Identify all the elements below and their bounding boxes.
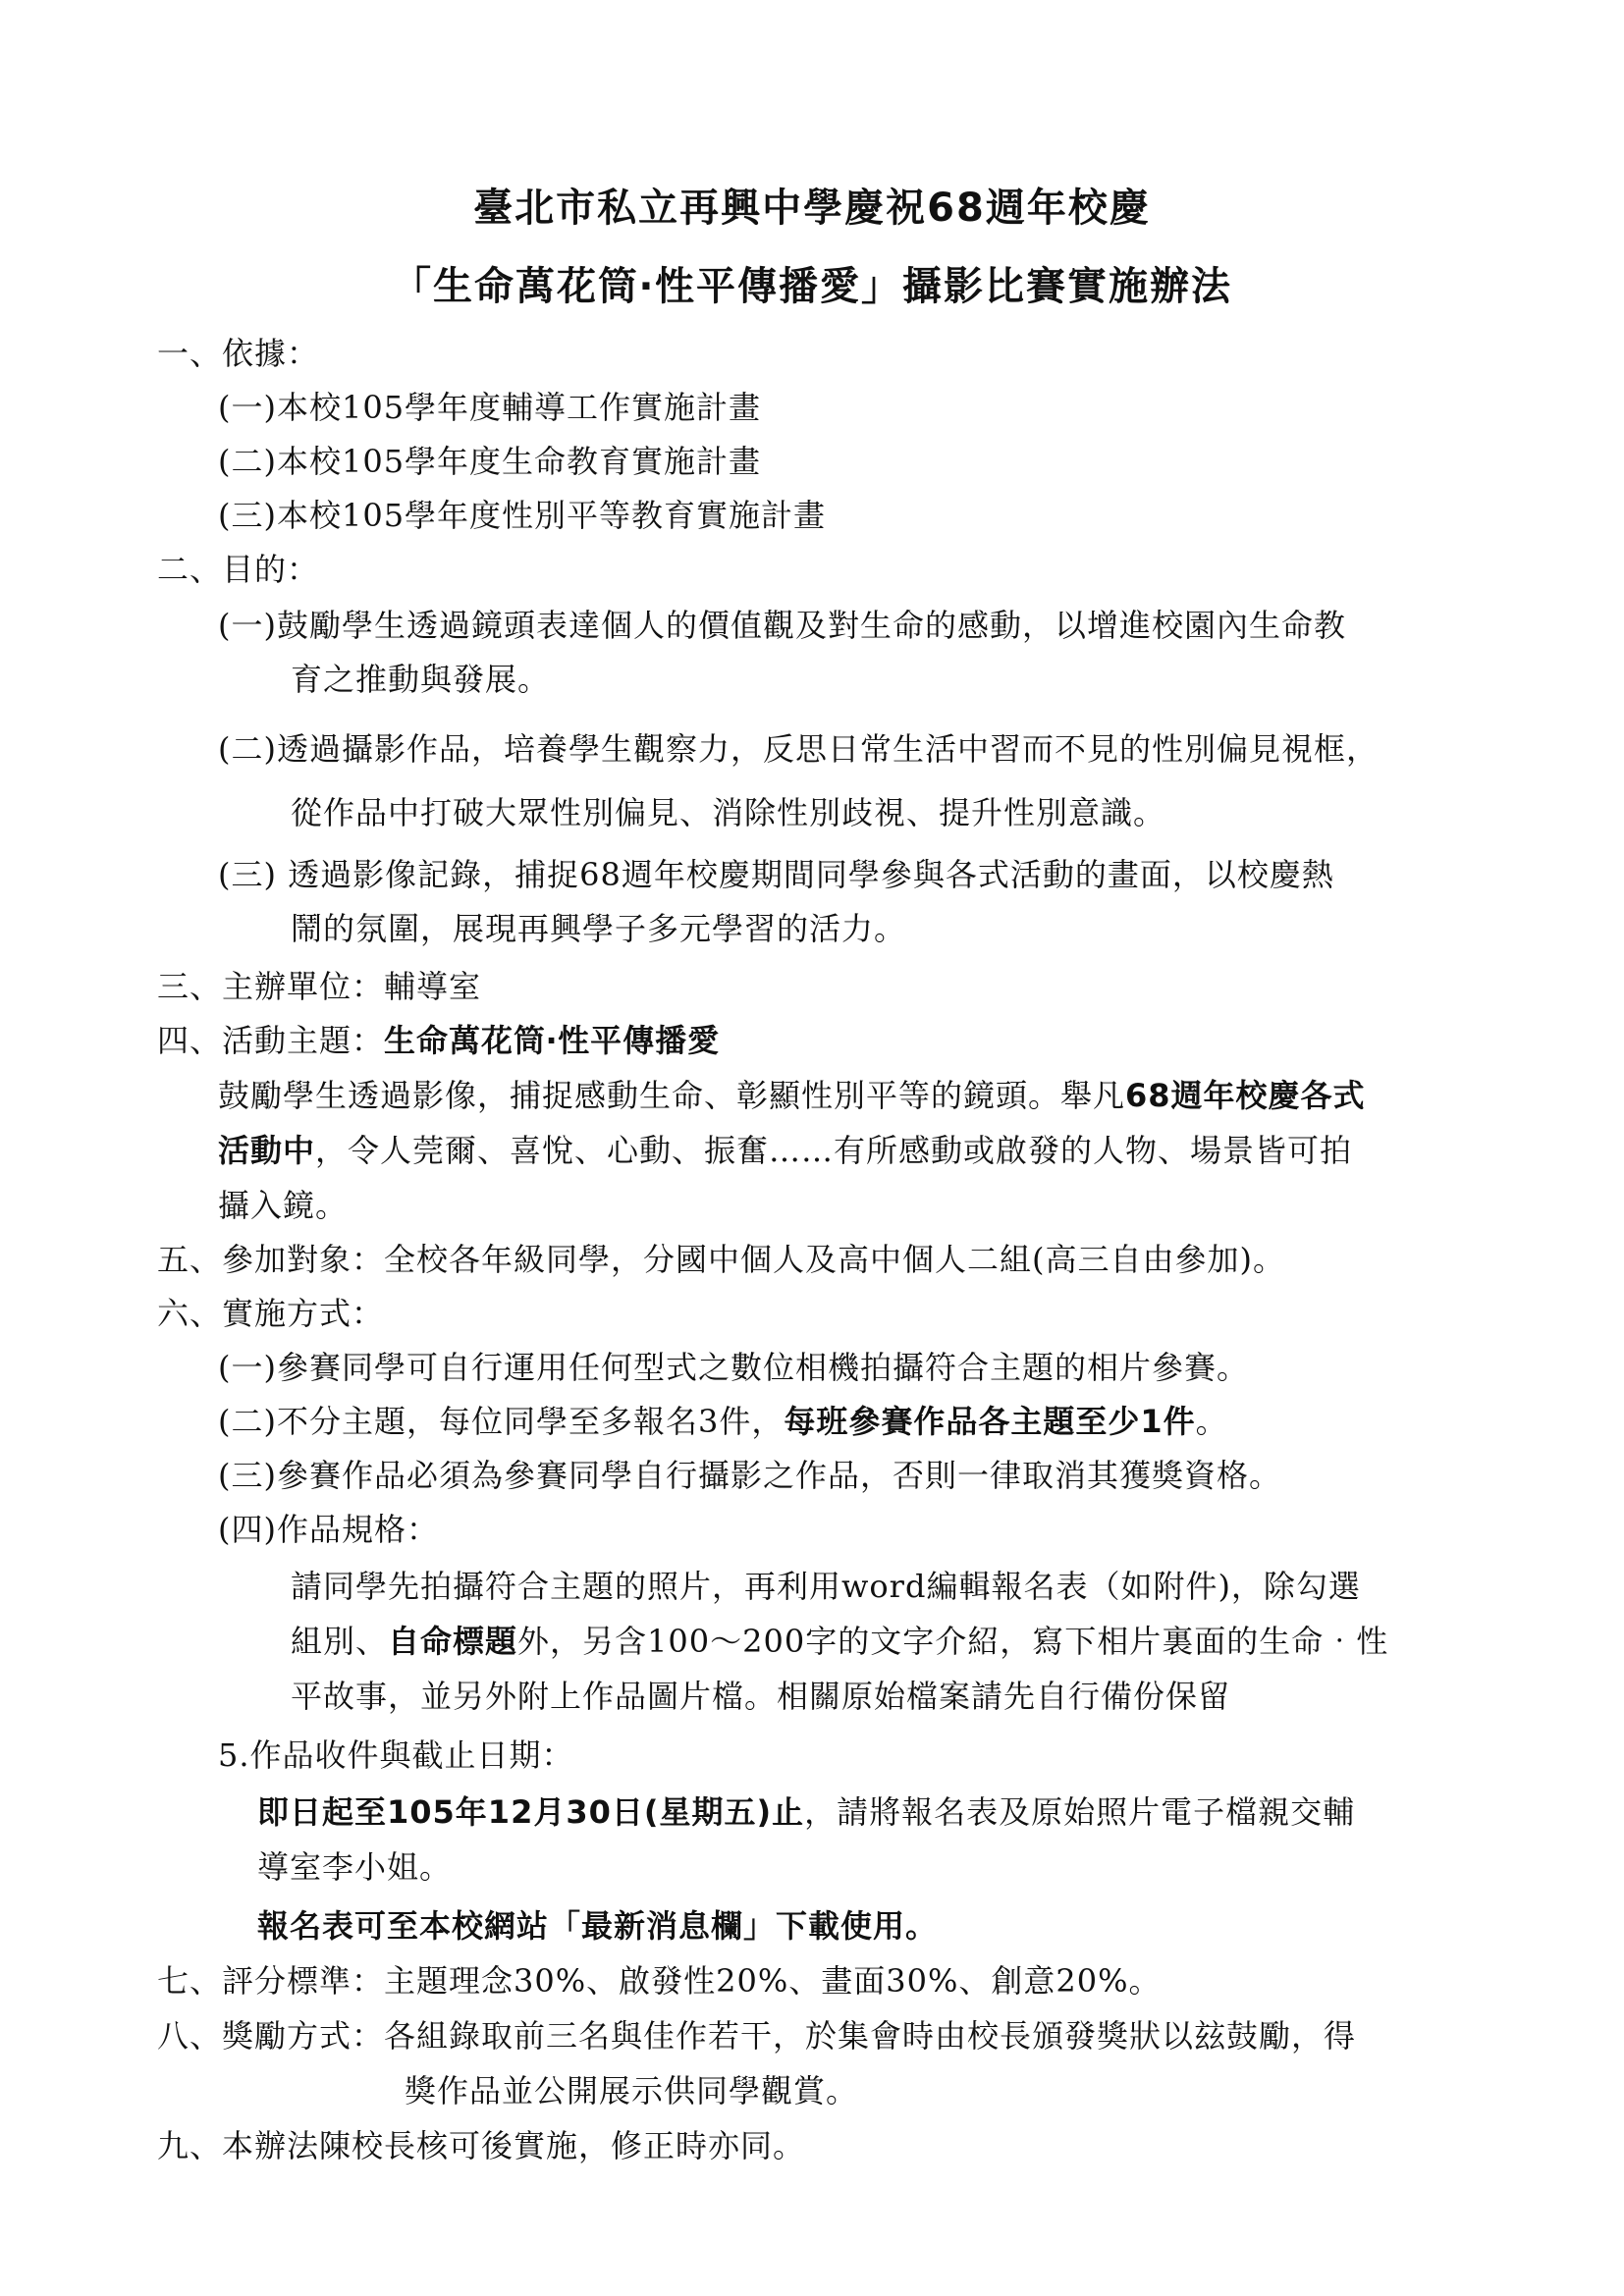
document-title: 臺北市私立再興中學慶祝68週年校慶: [473, 186, 1151, 231]
section-1-heading: 一、依據：: [157, 335, 320, 372]
section-4-paragraph-line-2: [218, 1131, 1352, 1170]
section-6-deadline-bold: 即日起至105年12月30日(星期五)止: [257, 1793, 805, 1831]
section-6-item-4-pre: 組別、: [291, 1623, 389, 1660]
section-4-text: 鼓勵學生透過影像，捕捉感動生命、彰顯性別平等的鏡頭。舉凡: [218, 1077, 1126, 1114]
section-6-download-note: 報名表可至本校網站「最新消息欄」下載使用。: [257, 1907, 939, 1945]
section-6-item-1: (一)參賽同學可自行運用任何型式之數位相機拍攝符合主題的相片參賽。: [218, 1349, 1249, 1386]
section-4-paragraph-line-3: 攝入鏡。: [218, 1187, 349, 1224]
section-3-organizer: 三、主辦單位：輔導室: [157, 968, 482, 1005]
document-subtitle: 「生命萬花筒‧性平傳播愛」攝影比賽實施辦法: [392, 264, 1232, 309]
section-2-item-1-line-2: 育之推動與發展。: [291, 661, 551, 698]
section-1-item-1: (一)本校105學年度輔導工作實施計畫: [218, 389, 762, 426]
section-9-approval: 九、本辦法陳校長核可後實施，修正時亦同。: [157, 2127, 806, 2164]
section-1-item-2: (二)本校105學年度生命教育實施計畫: [218, 443, 762, 480]
section-6-item-5: 5.作品收件與截止日期：: [218, 1736, 574, 1774]
section-6-item-2-text: (二)不分主題，每位同學至多報名3件，: [218, 1403, 785, 1440]
section-4-label: 四、活動主題：: [157, 1022, 385, 1059]
section-2-heading: 二、目的：: [157, 551, 320, 588]
section-1-item-3: (三)本校105學年度性別平等教育實施計畫: [218, 497, 827, 534]
section-4-bold-text-2: 活動中: [218, 1132, 316, 1169]
section-6-item-4-bold: 自命標題: [388, 1623, 518, 1660]
section-4-bold-text: 68週年校慶各式: [1125, 1077, 1366, 1114]
section-6-item-4-text: 外，另含100～200字的文字介紹，寫下相片裏面的生命‧性: [517, 1623, 1389, 1660]
section-6-item-4-line-1: 請同學先拍攝符合主題的照片，再利用word編輯報名表（如附件)，除勾選: [291, 1568, 1361, 1605]
section-6-deadline-text: ，請將報名表及原始照片電子檔親交輔: [804, 1793, 1356, 1831]
section-8-line-2: 獎作品並公開展示供同學觀賞。: [405, 2072, 859, 2109]
section-2-item-2-line-1: (二)透過攝影作品，培養學生觀察力，反思日常生活中習而不見的性別偏見視框，: [218, 730, 1379, 768]
section-6-item-5-line-1: [257, 1792, 1355, 1832]
section-6-heading: 六、實施方式：: [157, 1295, 385, 1332]
section-6-item-2-end: 。: [1195, 1403, 1228, 1440]
section-4-paragraph-line-1: [218, 1076, 1366, 1115]
section-6-item-4-line-2: [291, 1622, 1388, 1661]
section-2-item-3-line-2: 鬧的氛圍，展現再興學子多元學習的活力。: [291, 910, 907, 947]
section-4-theme: 生命萬花筒‧性平傳播愛: [384, 1022, 721, 1059]
section-8-line-1: 八、獎勵方式：各組錄取前三名與佳作若干，於集會時由校長頒發獎狀以玆鼓勵，得: [157, 2017, 1357, 2055]
section-2-item-3-line-1: (三) 透過影像記錄，捕捉68週年校慶期間同學參與各式活動的畫面，以校慶熱: [218, 856, 1334, 893]
section-2-item-1-line-1: (一)鼓勵學生透過鏡頭表達個人的價值觀及對生命的感動，以增進校園內生命教: [218, 607, 1346, 644]
section-2-item-2-line-2: 從作品中打破大眾性別偏見、消除性別歧視、提升性別意識。: [291, 794, 1166, 831]
section-6-item-2: [218, 1402, 1228, 1441]
section-6-item-5-line-2: 導室李小姐。: [257, 1848, 453, 1886]
section-4-heading: [157, 1021, 720, 1060]
section-6-item-4-line-3: 平故事，並另外附上作品圖片檔。相關原始檔案請先自行備份保留: [291, 1678, 1231, 1715]
section-6-item-2-bold: 每班參賽作品各主題至少1件: [784, 1403, 1196, 1440]
section-7-criteria: 七、評分標準：主題理念30%、啟發性20%、畫面30%、創意20%。: [157, 1962, 1162, 2000]
section-6-item-4: (四)作品規格：: [218, 1511, 439, 1548]
section-4-text-2: ，令人莞爾、喜悅、心動、振奮……有所感動或啟發的人物、場景皆可拍: [315, 1132, 1353, 1169]
section-5-participants: 五、參加對象：全校各年級同學，分國中個人及高中個人二組(高三自由參加)。: [157, 1241, 1285, 1278]
section-6-item-3: (三)參賽作品必須為參賽同學自行攝影之作品，否則一律取消其獲獎資格。: [218, 1457, 1281, 1494]
